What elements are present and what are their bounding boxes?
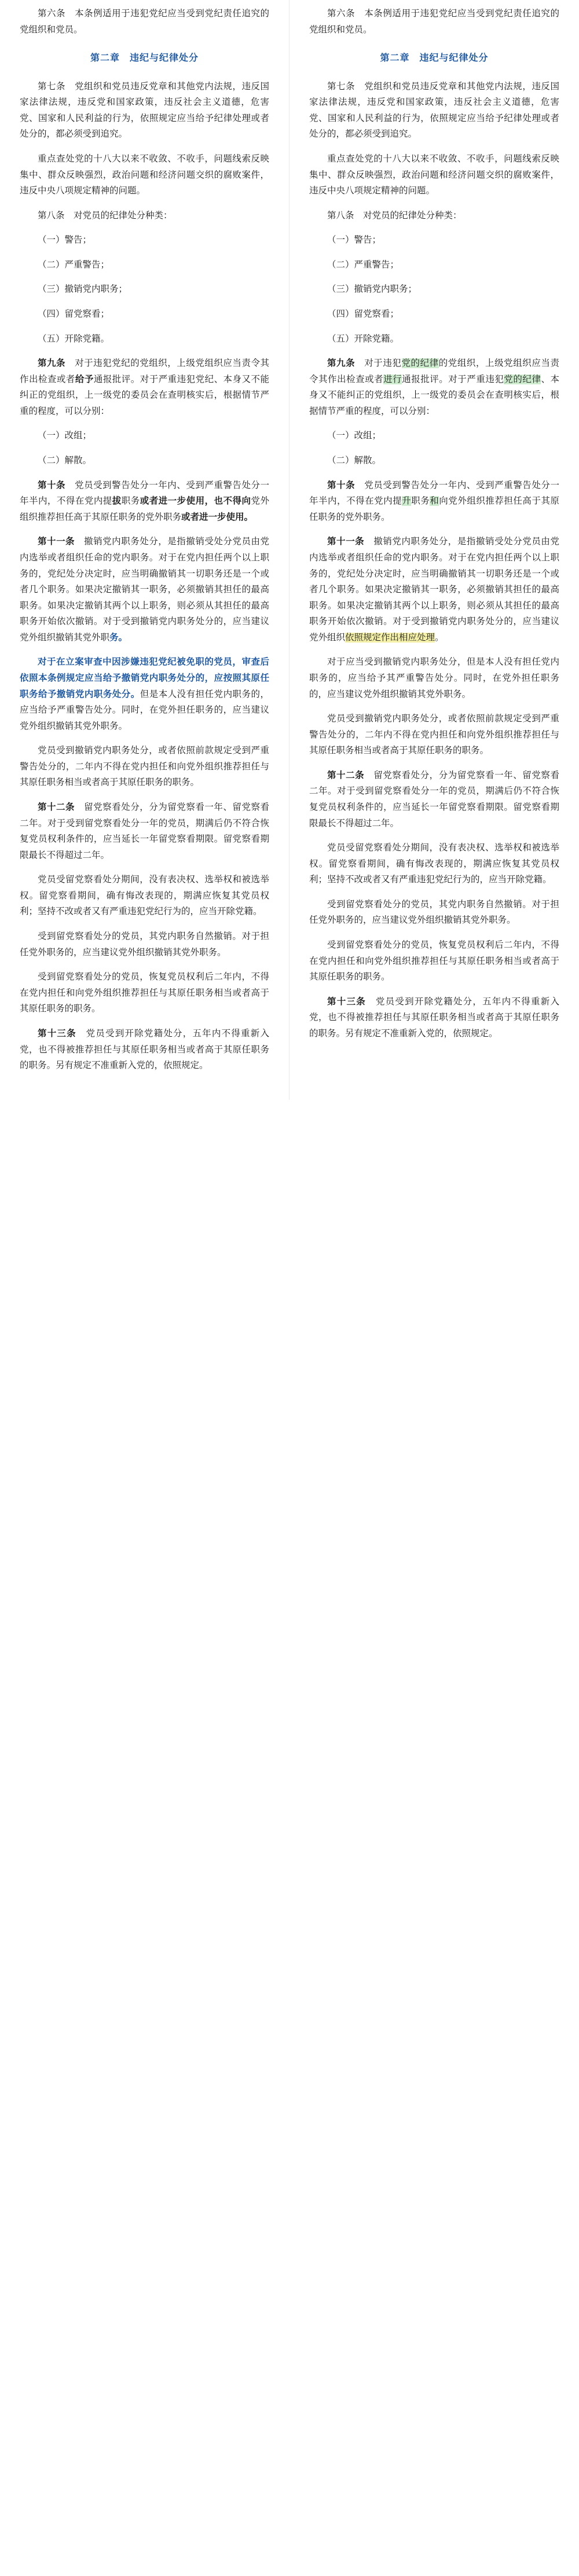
article-8-item-3 (309, 281, 559, 298)
article-13-run-1: 党员受到开除党籍处分，五年内不得重新入党，也不得被推荐担任与其原任职务相当或者高于其原任职务的职务。另有规定不准重新入党的，依照规定。 (309, 996, 559, 1039)
article-8-item-2 (20, 257, 269, 273)
article-8-item-5-run-0: （五）开除党籍。 (327, 333, 400, 344)
article-10 (20, 478, 269, 526)
article-10-run-5: 向 (241, 496, 251, 507)
article-13-run-0: 第十三条 (327, 996, 376, 1007)
article-8-run-0: 第八条 对党员的纪律处分种类： (327, 210, 462, 221)
article-12-run-1: 留党察看处分，分为留党察看一年、留党察看二年。对于受到留党察看处分一年的党员，期满后仍不符合恢复党员权利条件的，应当延长一年留党察看期限。留党察看期限最长不得超过二年。 (20, 802, 269, 860)
article-9-item-2-run-0: （二）解散。 (38, 456, 92, 466)
article-11-run-1: 撤销党内职务处分，是指撤销受处分党员由党内选举或者组织任命的党内职务。对于在党内担任两个以上职务的，党纪处分决定时，应当明确撤销其一切职务还是一个或者几个职务。如果决定撤销其一职务，必须撤销其担任的最高职务。如果决定撤销其两个以上职务，则必须从其担任的最高职务开始依次撤销。对于受到撤销党内职务处分的，应当建议党外组织撤销其党外职 (20, 537, 269, 643)
article-9-run-4: 的党组织，上级党组织应当责令其作出检查或者 (309, 358, 559, 384)
article-11-p2 (309, 654, 559, 702)
article-12-run-0: 第十二条 (327, 770, 374, 780)
article-9 (20, 355, 269, 419)
article-12-p4-run-0: 受到留党察看处分的党员，恢复党员权利后二年内，不得在党内担任和向党外组织推荐担任与其原任职务相当或者高于其原任职务的职务。 (309, 940, 559, 982)
article-11-p2-run-1: 但是本人没有担任党内职务的，应当给予严重警告处分。同时，在党外担任职务的，应当建议党外组织撤销其党外职务。 (20, 689, 269, 731)
article-12-p4 (309, 937, 559, 985)
article-8-item-1 (309, 232, 559, 248)
article-7 (309, 79, 559, 142)
article-7-p2 (20, 151, 269, 199)
article-8-item-4 (20, 306, 269, 322)
article-7-p2 (309, 151, 559, 199)
article-8-run-0: 第八条 对党员的纪律处分种类： (38, 210, 173, 221)
chapter-2-heading-run-0: 第二章 违纪与纪律处分 (90, 53, 199, 64)
article-9-run-3: 通报批评。对于严重违犯党纪、本身又不能纠正的党组织，上一级党的委员会在查明核实后，根据情节严重的程度，可以分别： (20, 374, 269, 416)
article-8-item-2-run-0: （二）严重警告； (38, 259, 110, 270)
article-7 (20, 79, 269, 142)
article-12-p2-run-0: 党员受留党察看处分期间，没有表决权、选举权和被选举权。留党察看期间，确有悔改表现的，期满应恢复其党员权利；坚持不改或者又有严重违犯党纪行为的，应当开除党籍。 (309, 843, 559, 885)
article-6 (309, 6, 559, 38)
article-12-p3 (20, 929, 269, 960)
article-6-run-0: 第六条 本条例适用于违犯党纪应当受到党纪责任追究的党组织和党员。 (309, 9, 559, 35)
article-8-item-1-run-0: （一）警告； (327, 235, 382, 245)
article-11-p2-run-0: 对于在立案审查中因涉嫌违犯党纪被免职的党员，审查后依照本条例规定应当给予撤销党内职务处分的，应按照其原任职务给予撤销党内职务处分。 (20, 657, 269, 699)
article-8-item-1 (20, 232, 269, 248)
article-9-run-6: 通报批评。对于严重违犯 (402, 374, 504, 384)
article-8-item-3 (20, 281, 269, 298)
article-9-run-7: 党的 (504, 374, 523, 384)
article-9-item-1 (20, 428, 269, 444)
article-9-run-5: 进行 (383, 374, 402, 384)
article-9-run-3: 纪律 (420, 358, 439, 369)
two-column-comparison (0, 0, 579, 1100)
article-8-item-5 (20, 331, 269, 347)
article-11-run-1: 撤销党内职务处分，是指撤销受处分党员由党内选举或者组织任命的党内职务。对于在党内担任两个以上职务的，党纪处分决定时，应当明确撤销其一切职务还是一个或者几个职务。如果决定撤销其一职务，必须撤销其担任的最高职务。如果决定撤销其两个以上职务，则必须从其担任的最高职务开始依次撤销。对于受到撤销党内职务处分的，应当建议党外组织 (309, 537, 559, 643)
article-12-run-1: 留党察看处分，分为留党察看一年、留党察看二年。对于受到留党察看处分一年的党员，期满后仍不符合恢复党员权利条件的，应当延长一年留党察看期限。留党察看期限最长不得超过二年。 (309, 770, 559, 828)
article-11 (20, 534, 269, 645)
article-9-item-2-run-0: （二）解散。 (327, 456, 382, 466)
article-9-run-1: 对于违犯 (364, 358, 402, 369)
article-10-run-0: 第十条 (327, 480, 365, 490)
article-11-p3-run-0: 党员受到撤销党内职务处分，或者依照前款规定受到严重警告处分的，二年内不得在党内担任和向党外组织推荐担任与其原任职务相当或者高于其原任职务的职务。 (309, 714, 559, 756)
article-12-p2 (309, 840, 559, 888)
article-7-p2-run-0: 重点查处党的十八大以来不收敛、不收手，问题线索反映集中、群众反映强烈，政治问题和经济问题交织的腐败案件，违反中央八项规定精神的问题。 (309, 153, 559, 196)
document-page (0, 0, 579, 1100)
article-7-p2-run-0: 重点查处党的十八大以来不收敛、不收手，问题线索反映集中、群众反映强烈，政治问题和经济问题交织的腐败案件，违反中央八项规定精神的问题。 (20, 153, 269, 196)
article-11-p3 (20, 743, 269, 791)
article-9 (309, 355, 559, 419)
article-13 (309, 994, 559, 1042)
article-10-run-2: 拔 (112, 496, 122, 507)
article-11-p2-run-0: 对于应当受到撤销党内职务处分，但是本人没有担任党内职务的，应当给予其严重警告处分。同时，在党外担任职务的，应当建议党外组织撤销其党外职务。 (309, 657, 559, 699)
article-9-run-0: 第九条 (327, 358, 365, 369)
article-13-run-0: 第十三条 (38, 1028, 86, 1039)
article-9-run-0: 第九条 (38, 358, 75, 369)
article-9-item-1-run-0: （一）改组； (327, 431, 382, 441)
article-11-run-3: 。 (435, 632, 444, 643)
article-11-p3 (309, 711, 559, 759)
article-11-run-2: 依照规定作出相应处理 (345, 632, 435, 643)
article-8 (309, 208, 559, 224)
article-12-p3 (309, 897, 559, 929)
article-8-item-3-run-0: （三）撤销党内职务； (327, 284, 417, 295)
article-8-item-4 (309, 306, 559, 322)
article-9-item-1-run-0: （一）改组； (38, 431, 92, 441)
article-12-p3-run-0: 受到留党察看处分的党员，其党内职务自然撤销。对于担任党外职务的，应当建议党外组织撤销其党外职务。 (20, 931, 269, 957)
article-7-run-0: 第七条 党组织和党员违反党章和其他党内法规，违反国家法律法规，违反党和国家政策，违反社会主义道德，危害党、国家和人民利益的行为，依照规定应当给予纪律处理或者处分的，都必须受到追究。 (309, 81, 559, 140)
article-10-run-4: 和 (430, 496, 439, 507)
article-12-p2 (20, 872, 269, 920)
article-6-run-0: 第六条 本条例适用于违犯党纪应当受到党纪责任追究的党组织和党员。 (20, 9, 269, 35)
column-right-revised (290, 0, 579, 1068)
column-left-original (0, 0, 290, 1100)
article-10-run-3: 职务 (411, 496, 430, 507)
article-11 (309, 534, 559, 645)
article-8 (20, 208, 269, 224)
article-10-run-2: 升 (402, 496, 412, 507)
article-10-run-6: 党外组织推荐担任高于其原任职务的党外职务 (20, 496, 269, 522)
article-12 (20, 799, 269, 863)
chapter-2-heading (309, 50, 559, 67)
article-11-run-0: 第十一条 (327, 537, 374, 547)
article-12-p4-run-0: 受到留党察看处分的党员，恢复党员权利后二年内，不得在党内担任和向党外组织推荐担任与其原任职务相当或者高于其原任职务的职务。 (20, 972, 269, 1014)
article-8-item-5 (309, 331, 559, 347)
article-6 (20, 6, 269, 38)
article-8-item-4-run-0: （四）留党察看； (38, 309, 110, 319)
article-9-item-1 (309, 428, 559, 444)
article-8-item-4-run-0: （四）留党察看； (327, 309, 400, 319)
article-10-run-5: 向党外组织推荐担任高于其原任职务的党外职务。 (309, 496, 559, 522)
article-11-p2 (20, 654, 269, 734)
chapter-2-heading-run-0: 第二章 违纪与纪律处分 (380, 53, 489, 64)
article-10-run-3: 职务 (121, 496, 140, 507)
article-9-item-2 (20, 453, 269, 469)
article-12-run-0: 第十二条 (38, 802, 85, 813)
article-9-item-2 (309, 453, 559, 469)
article-11-p3-run-0: 党员受到撤销党内职务处分，或者依照前款规定受到严重警告处分的，二年内不得在党内担任和向党外组织推荐担任与其原任职务相当或者高于其原任职务的职务。 (20, 746, 269, 788)
article-10-run-0: 第十条 (38, 480, 75, 490)
article-13 (20, 1026, 269, 1074)
article-10-run-7: 或者进一步使用。 (181, 512, 254, 522)
chapter-2-heading (20, 50, 269, 67)
article-10-run-1: 党员受到警告处分一年内、受到严重警告处分一年半内，不得在党内提 (309, 480, 559, 507)
article-8-item-1-run-0: （一）警告； (38, 235, 92, 245)
article-9-run-9: 、本身又不能纠正的党组织，上一级党的委员会在查明核实后，根据情节严重的程度，可以分别： (309, 374, 559, 416)
article-12-p4 (20, 969, 269, 1017)
article-12 (309, 768, 559, 831)
article-10-run-4: 或者进一步使用，也不得 (140, 496, 242, 507)
article-8-item-3-run-0: （三）撤销党内职务； (38, 284, 128, 295)
article-8-item-5-run-0: （五）开除党籍。 (38, 333, 110, 344)
article-12-p3-run-0: 受到留党察看处分的党员，其党内职务自然撤销。对于担任党外职务的，应当建议党外组织撤销其党外职务。 (309, 899, 559, 926)
article-10-run-1: 党员受到警告处分一年内、受到严重警告处分一年半内，不得在党内提 (20, 480, 269, 507)
article-11-run-0: 第十一条 (38, 537, 85, 547)
article-8-item-2 (309, 257, 559, 273)
article-7-run-0: 第七条 党组织和党员违反党章和其他党内法规，违反国家法律法规，违反党和国家政策，违反社会主义道德，危害党、国家和人民利益的行为，依照规定应当给予纪律处理或者处分的，都必须受到追究。 (20, 81, 269, 140)
article-9-run-8: 纪律 (522, 374, 541, 384)
article-9-run-2: 党的 (401, 358, 420, 369)
article-8-item-2-run-0: （二）严重警告； (327, 259, 400, 270)
article-11-run-2: 务。 (109, 632, 128, 643)
article-9-run-1: 对于违犯党纪的党组织，上级党组织应当责令其作出检查或者 (20, 358, 269, 384)
article-9-run-2: 给予 (75, 374, 94, 384)
article-13-run-1: 党员受到开除党籍处分，五年内不得重新入党，也不得被推荐担任与其原任职务相当或者高于其原任职务的职务。另有规定不准重新入党的，依照规定。 (20, 1028, 269, 1071)
article-10 (309, 478, 559, 526)
article-12-p2-run-0: 党员受留党察看处分期间，没有表决权、选举权和被选举权。留党察看期间，确有悔改表现的，期满应恢复其党员权利；坚持不改或者又有严重违犯党纪行为的，应当开除党籍。 (20, 875, 269, 917)
